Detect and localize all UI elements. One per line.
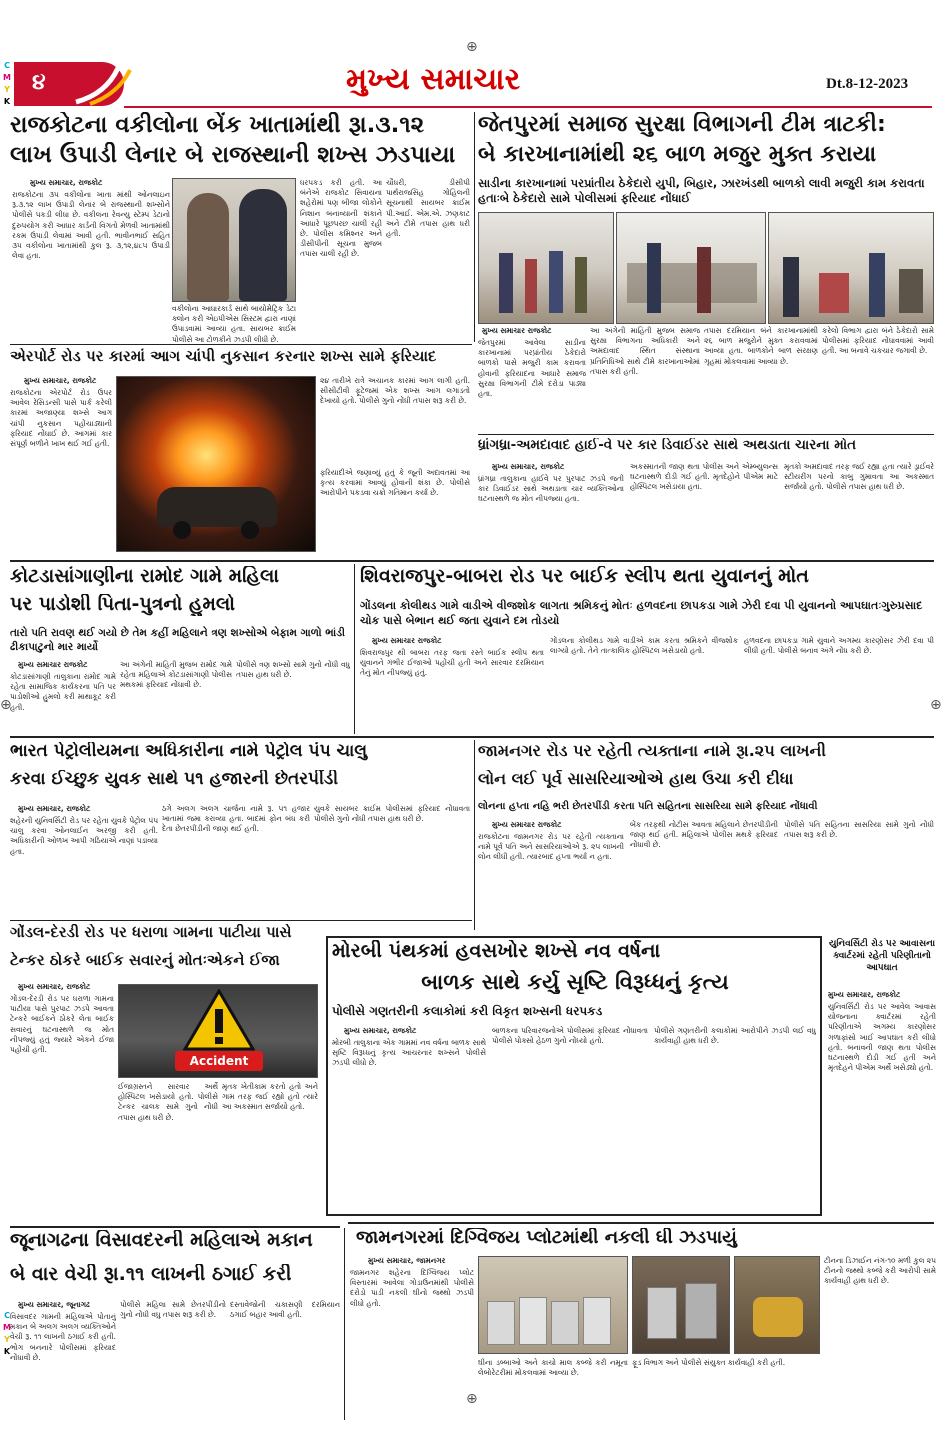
header-rule — [124, 106, 932, 108]
headline-line-1: જૂનાગઢના વિસાવદરની મહિલાએ મકાન — [10, 1230, 313, 1251]
byline: મુખ્ય સમાચાર, રાજકોટ — [492, 462, 565, 471]
story-column: આ અંગેની માહિતી મુજબ રામોદ ગામે રહેતા મહિલાએ કોટડાસાંગાણી પોલીસ મથકમાં ફરિયાદ નોંધાવી છે. — [120, 660, 232, 690]
story-rule — [348, 1222, 934, 1224]
byline: મુખ્ય સમાચાર, રાજકોટ — [18, 804, 91, 813]
headline-line-2: કરવા ઈચ્છુક યુવક સાથે ૫૧ હજારની છેતરપીંડી — [10, 770, 339, 789]
column-divider — [474, 740, 475, 930]
story-column: અકસ્માતની જાણ થતા પોલીસ અને એમ્બ્યુલન્સ ઘટનાસ્થળે દોડી ગઈ હતી. મૃતદેહોને પીએમ માટે હોસ્પિટલ ખસેડાયા હતા. — [630, 462, 778, 492]
story-column: પોલીસે મહિલા સામે છેતરપીંડીનો ગુનો નોંધી વધુ તપાસ શરૂ કરી છે. — [120, 1300, 226, 1320]
byline: મુખ્ય સમાચાર રાજકોટ — [482, 326, 552, 335]
section-title: મુખ્ય સમાચાર — [346, 62, 521, 97]
story-column: પોલીસે ગણતરીની કલાકોમાં આરોપીને ઝડપી લઈ વધુ કાર્યવાહી હાથ ધરી છે. — [654, 1026, 816, 1046]
story-column: યુવકે સાયબર ક્રાઈમ પોલીસમાં ફરિયાદ નોંધાવતા પોલીસે ગુનો નોંધી તપાસ હાથ ધરી છે. — [314, 804, 470, 824]
swoosh-logo — [66, 64, 136, 106]
ghee-storage-photo — [632, 1256, 730, 1354]
byline: મુખ્ય સમાચાર રાજકોટ — [18, 660, 88, 669]
reg-mark-c: C — [4, 61, 10, 70]
story-column: તપાસ દરમિયાન બંને કારખાનામાંથી ૨૬ બાળ મજુરોને મુક્ત કરાવવામાં આવ્યા હતા. બાળકોને બાળ સંરક્ષણ ગૃહમાં મોકલવામાં આવ્યા છે. — [704, 326, 818, 366]
story-column: રાજકોટના ૩૫ વકીલોના ખાતા માંથી ઓનલાઇન રૂ.૩.૧૨ લાખ ઉપાડી લેનાર બે રાજસ્થાની શખ્સોને પોલીસે પકડી લીધા છે. વકીલના રેવન્યુ સ્ટેમ્પ ડેટાનો દુરુપયોગ કરી આધાર કાર્ડની વિગતો મેળવી ખાતામાંથી રકમ ઉપાડી લેવામાં આવી હતી. ભાવીનભાઈ સહિત ૩૫ વકીલોના ખાતામાંથી કુલ રૂ. ૩,૧૨,૪૮૫ ઉપાડી લેવા હતા. — [12, 190, 170, 261]
story-column: મૃતકો અમદાવાદ તરફ જઈ રહ્યા હતા ત્યારે ડ્રાઈવરે સ્ટીયરીંગ પરનો કાબુ ગુમાવતા આ અકસ્માત સર્જાયો હતો. પોલીસે તપાસ હાથ ધરી છે. — [784, 462, 934, 492]
subheadline: લોનના હપ્તા નહિ ભરી છેતરપીંડી કરતા પતિ સહિતના સાસરિયા સામે ફરિયાદ નોંધાવી — [478, 801, 818, 812]
story-column: વકીલોના આધારકાર્ડ સાથે બાયોમેટ્રિક ડેટા ક્લોન કરી એઇપીએસ સિસ્ટમ દ્વારા નાણાં ઉપાડવામાં આવ્યા હતા. સાયબર ક્રાઈમ પોલીસે આ ટોળકીને ઝડપી લીધી છે. — [172, 304, 296, 344]
headline-line-1: જામનગર રોડ પર રહેતી ત્યક્તાના નામે રૂા.૨૫ લાખની — [478, 742, 826, 760]
story-column: ધરપકડ કરી હતી. આ બંનેએ રાજકોટ સિવાયના શહેરોમાં પણ બીજા લોકોને નિશાન બનાવ્યાની શંકાને આધારે પૂછપરછ ચાલી રહી છે. પોલીસ કમિશ્નર અને ડીસીપીની સૂચના મુજબ તપાસ ચાલી રહી છે. — [300, 178, 382, 259]
story-column: દસ્તાવેજોની ચકાસણી દરમિયાન ઠગાઈ બહાર આવી હતી. — [230, 1300, 340, 1320]
story-column: ગોંડલના કોલીથડ ગામે વાડીએ કામ કરતા શ્રમિકને વીજશોક લાગ્યો હતો. તેને તાત્કાલિક હોસ્પિટલ ખસેડાયો હતો. — [550, 636, 738, 656]
headline-line-2: પર પાડોશી પિતા-પુત્રનો હુમલો — [10, 594, 235, 615]
headline: યુનિવર્સિટી રોડ પર આવાસના ક્વાર્ટરમાં રહેતી પરિણીતાનો આપઘાત — [828, 939, 936, 973]
suspects-photo — [172, 178, 296, 302]
story-column: ફૂડ વિભાગ અને પોલીસે સંયુક્ત કાર્યવાહી કરી હતી. — [632, 1358, 786, 1367]
byline: મુખ્ય સમાચાર, રાજકોટ — [18, 982, 91, 991]
story-column: કોટડાસાંગાણી તાલુકાના રામોદ ગામે રહેતા સામાજિક કાર્યકરના પતિ પર પાડોશીઓ હુમલો કરી માથાકૂટ કરી હતી. — [10, 672, 116, 712]
byline: મુખ્ય સમાચાર, રાજકોટ — [828, 990, 901, 999]
headline-line-2: ટેન્કર ઠોકરે બાઈક સવારનું મોતઃએકને ઈજા — [10, 952, 280, 969]
car-fire-photo — [116, 376, 316, 552]
crop-mark-left: ⊕ — [0, 697, 12, 713]
headline-line-1: ગોંડલ-દેરડી રોડ પર ધરાળા ગામના પાટીયા પાસે — [10, 924, 292, 941]
column-divider — [344, 1228, 345, 1420]
story-column: હળવદના છાપકડા ગામે યુવાને અગમ્ય કારણોસર ઝેરી દવા પી લીધી હતી. પોલીસે બનાવ અંગે નોંધ કરી છે. — [744, 636, 934, 656]
story-column: પોલીસે ત્રણ શખ્સો સામે ગુનો નોંધી વધુ તપાસ હાથ ધરી છે. — [236, 660, 350, 680]
reg-mark-m: M — [3, 73, 11, 82]
reg-mark-k-bottom: K — [3, 1347, 11, 1356]
story-column: ગોંડલ-દેરડી રોડ પર ધરાળા ગામના પાટીયા પાસે પુરપાટ ઝડપે આવતા ટેન્કરે બાઈકને ઠોકરે લેતા બાઈક સવારનું ઘટનાસ્થળે જ મોત નીપજ્યું હતું જ્યારે એકને ઈજા પહોંચી હતી. — [10, 994, 114, 1055]
story-rule — [478, 434, 934, 435]
byline: મુખ્ય સમાચાર રાજકોટ — [492, 820, 562, 829]
raid-photo-1 — [478, 212, 614, 324]
story-column: કરેલો વિભાગ દ્વારા બંને ઠેકેદારો સામે પોલીસમાં ફરિયાદ નોંધાવવામાં આવી હતી. આ બનાવે ચકચાર જગાવી છે. — [822, 326, 934, 356]
accident-graphic — [118, 984, 318, 1078]
story-column: ટીનના ડિઝાઈન નંગ-૧૦ મળી કુલ ૨૫ ટીનનો જથ્થો કબ્જે કરી આરોપી સામે કાર્યવાહી હાથ ધરી છે. — [824, 1256, 936, 1286]
suspect-1 — [187, 193, 229, 301]
story-column: ઘીના ડબ્બાઓ અને કાચો માલ કબ્જે કરી નમૂના લેબોરેટરીમાં મોકલવામાં આવ્યા છે. — [478, 1358, 628, 1378]
crop-mark-top: ⊕ — [466, 39, 478, 55]
story-column: જેતપુરમાં આવેલા સાડીના કારખાનામાં પરપ્રાંતીય ઠેકેદારો બાળકો પાસે મજુરી કામ કરાવતા હોવાની ફરિયાદના આધારે સમાજ સુરક્ષા વિભાગની ટીમે દરોડા પાડ્યા હતા. — [478, 338, 586, 399]
subheadline: તારો પતિ રાવણ થઈ ગયો છે તેમ કહીં મહિલાને ત્રણ શખ્સોએ બેફામ ગાળો ભાંડી ઢીકાપાટુનો માર માર્યો — [10, 627, 345, 653]
reg-mark-c-bottom: C — [4, 1311, 10, 1320]
story-column: વિસાવદર ગામની મહિલાએ પોતાનું મકાન બે અલગ અલગ વ્યક્તિઓને વેચી રૂ. ૧૧ લાખની ઠગાઈ કરી હતી. ભોગ બનનારે પોલીસમાં ફરિયાદ નોંધાવી છે. — [10, 1312, 116, 1362]
story-column: શિવરાજપુર થી બાબરા તરફ જતા રસ્તે બાઈક સ્લીપ થતા યુવાનને ગંભીર ઈજાઓ પહોંચી હતી અને સારવાર દરમિયાન તેનું મોત નીપજ્યું હતું. — [360, 648, 544, 678]
reg-mark-y-bottom: Y — [4, 1335, 10, 1344]
story-column: ઠગે અલગ અલગ ચાર્જના નામે રૂ. ૫૧ હજાર ખાતામાં જમા કરાવ્યા હતા. બાદમાં ફોન બંધ કરી દેતા છેતરપીંડીની જાણ થઈ હતી. — [162, 804, 310, 834]
headline: ધ્રાંગધ્રા-અમદાવાદ હાઈ-વે પર કાર ડિવાઈડર સાથે અથડાતા ચારના મોત — [478, 438, 857, 453]
subheadline: પોલીસે ગણતરીની કલાકોમાં કરી વિકૃત શખ્સની ધરપકડ — [332, 1004, 603, 1018]
reg-mark-y: Y — [4, 85, 10, 94]
headline-line-2: બે વાર વેચી રૂા.૧૧ લાખની ઠગાઈ કરી — [10, 1264, 292, 1285]
story-column: મોરબી તાલુકાના એક ગામમાં નવ વર્ષના બાળક સાથે સૃષ્ટિ વિરૂધ્ધનું કૃત્ય આચરનાર શખ્સને પોલીસે ઝડપી લીધો છે. — [332, 1038, 486, 1068]
byline: મુખ્ય સમાચાર, જામનગર — [368, 1256, 446, 1265]
story-column: મૃતક ખેતીકામ કરતો હતો અને ગામ તરફ જઈ રહ્યો હતો ત્યારે આ અકસ્માત સર્જાયો હતો. — [222, 1082, 318, 1112]
headline-line-1: ભારત પેટ્રોલીયમના અધિકારીના નામે પેટ્રોલ પંપ ચાલુ — [10, 742, 368, 761]
story-rule — [10, 560, 934, 562]
story-column: ફરિયાદીએ જણાવ્યું હતું કે જૂની અદાવતમાં આ કૃત્ય કરવામાં આવ્યું હોવાની શંકા છે. પોલીસે આરોપીને પકડવા ચક્રો ગતિમાન કર્યા છે. — [320, 468, 470, 498]
headline: જામનગરમાં દિગ્વિજય પ્લોટમાંથી નકલી ઘી ઝડપાયું — [356, 1228, 737, 1248]
raid-photo-2 — [616, 212, 766, 324]
story-column: ધ્રાંગધ્રા તાલુકાના હાઈવે પર પુરપાટ ઝડપે જતી કાર ડિવાઈડર સાથે અથડાતા ચાર વ્યક્તિઓના ઘટનાસ્થળે જ મોત નીપજ્યા હતા. — [478, 474, 624, 504]
byline: મુખ્ય સમાચાર, રાજકોટ — [344, 1026, 417, 1035]
story-column: જામનગર શહેરના દિગ્વિજય પ્લોટ વિસ્તારમાં આવેલા ગોડાઉનમાંથી પોલીસે દરોડો પાડી નકલી ઘીનો જથ્થો ઝડપી લીધો હતો. — [350, 1268, 474, 1308]
story-rule — [10, 920, 472, 921]
crop-mark-right: ⊕ — [930, 697, 942, 713]
headline-line-1: કોટડાસાંગાણીના રામોદ ગામે મહિલા — [10, 566, 279, 587]
subheadline: સાડીના કારખાનામાં પરપ્રાંતીય ઠેકેદારો યુપી, બિહાર, ઝારખંડથી બાળકો લાવી મજુરી કામ કરાવતા હતાઃબે ઠેકેદારો સામે પોલીસમાં ફરિયાદ નોંધાઈ — [478, 176, 925, 205]
story-column: શહેરની યુનિવર્સિટી રોડ પર રહેતા યુવકે પેટ્રોલ પંપ ચાલુ કરવા ઓનલાઈન અરજી કરી હતી. અધિકારીની ઓળખ આપી ગઠિયાએ નાણાં પડાવ્યા હતા. — [10, 816, 158, 856]
crop-mark-bottom: ⊕ — [466, 1391, 478, 1407]
burning-car — [157, 487, 277, 527]
headline-line-1: રાજકોટના વકીલોના બેંક ખાતામાંથી રૂા.૩.૧૨ — [10, 112, 425, 138]
ghee-container-photo — [734, 1256, 820, 1354]
headline-line-2: લાખ ઉપાડી લેનાર બે રાજસ્થાની શખ્સ ઝડપાયા — [10, 142, 456, 168]
page-date: Dt.8-12-2023 — [826, 76, 909, 92]
byline: મુખ્ય સમાચાર રાજકોટ — [372, 636, 442, 645]
headline: શિવરાજપુર-બાબરા રોડ પર બાઈક સ્લીપ થતા યુવાનનું મોત — [360, 566, 809, 587]
story-column: રાજકોટના એરપોર્ટ રોડ ઉપર આવેલ રેસિડન્સી પાસે પાર્ક કરેલી કારમાં અજાણ્યા શખ્સે આગ ચાંપી નુકસાન પહોંચાડ્યાની ફરિયાદ નોંધાઈ છે. આગમાં કાર સંપૂર્ણ બળીને ખાખ થઈ ગઈ હતી. — [10, 388, 112, 449]
headline-line-1: મોરબી પંથકમાં હવસખોર શખ્સે નવ વર્ષના — [332, 940, 661, 962]
story-column: બેંક તરફથી નોટીસ આવતા મહિલાને છેતરપીંડીની જાણ થઈ હતી. મહિલાએ પોલીસ મથકે ફરિયાદ નોંધાવી છે. — [630, 820, 778, 850]
page-number: ૪ — [32, 70, 46, 95]
headline-line-1: જેતપુરમાં સમાજ સુરક્ષા વિભાગની ટીમ ત્રાટકી: — [478, 112, 886, 137]
story-rule — [10, 344, 472, 345]
suspect-2 — [239, 189, 287, 301]
reg-mark-k: K — [3, 97, 11, 106]
column-divider — [354, 564, 355, 734]
story-rule — [10, 736, 934, 738]
story-column: યુનિવર્સિટી રોડ પર આવેલ આવાસ યોજનાના ક્વાર્ટરમાં રહેતી પરિણીતાએ અગમ્ય કારણોસર ગળાફાંસો ખાઈ આપઘાત કરી લીધો હતો. બનાવની જાણ થતા પોલીસ ઘટનાસ્થળે દોડી ગઈ હતી અને મૃતદેહને પીએમ અર્થે ખસેડ્યો હતો. — [828, 1002, 936, 1073]
story-column: ઈજાગ્રસ્તને સારવાર અર્થે હોસ્પિટલ ખસેડાયો હતો. પોલીસે ટેન્કર ચાલક સામે ગુનો નોંધી તપાસ હાથ ધરી છે. — [118, 1082, 218, 1122]
warning-triangle-icon — [183, 989, 255, 1051]
byline: મુખ્ય સમાચાર, રાજકોટ — [24, 376, 97, 385]
story-column: પોલીસે પતિ સહિતના સાસરિયા સામે ગુનો નોંધી તપાસ શરૂ કરી છે. — [784, 820, 934, 840]
fake-ghee-tins-photo — [478, 1256, 628, 1354]
story-column: ૨૪ તારીખે રાત્રે અચાનક કારમાં આગ લાગી હતી. સીસીટીવી ફૂટેજમાં એક શખ્સ આગ લગાડતો દેખાયો હતો. પોલીસે ગુનો નોંધી તપાસ શરૂ કરી છે. — [320, 376, 470, 406]
byline: મુખ્ય સમાચાર, જૂનાગઢ — [18, 1300, 90, 1309]
story-column: આ અંગેની માહિતી મુજબ સમાજ સુરક્ષા વિભાગના અધિકારી અને અમદાવાદ સ્થિત સંસ્થાના પ્રતિનિધિઓ સાથે ટીમે કારખાનાઓમાં તપાસ કરી હતી. — [590, 326, 700, 376]
subheadline: ગોંડલના કોલીથડ ગામે વાડીએ વીજશોક લાગતા શ્રમિકનું મોતઃ હળવદના છાપકડા ગામે ઝેરી દવા પી યુવાનનો આપઘાતઃગુરુપ્રસાદ ચોક પાસે બેભાન થઈ જતા યુવાને દમ તોડયો — [360, 599, 923, 627]
story-rule — [10, 1226, 340, 1228]
story-column: બાળકના પરિવારજનોએ પોલીસમાં ફરિયાદ નોંધાવતા પોલીસે પોક્સો હેઠળ ગુનો નોંધ્યો હતો. — [492, 1026, 648, 1046]
headline-line-2: બે કારખાનામાંથી ૨૬ બાળ મજુર મુક્ત કરાયા — [478, 142, 877, 167]
byline: મુખ્ય સમાચાર, રાજકોટ — [30, 178, 103, 187]
accident-label: Accident — [175, 1051, 263, 1071]
headline-line-2: બાળક સાથે કર્યુ સૃષ્ટિ વિરૂધ્ધનું કૃત્ય — [421, 970, 729, 994]
headline: એરપોર્ટ રોડ પર કારમાં આગ ચાંપી નુકસાન કરનાર શખ્સ સામે ફરિયાદ — [10, 348, 437, 365]
page-header — [14, 62, 932, 108]
raid-photo-3 — [768, 212, 934, 324]
story-column: રાજકોટના જામનગર રોડ પર રહેતી ત્યક્તાના નામે પૂર્વ પતિ અને સાસરિયાઓએ રૂ. ૨૫ લાખની લોન લીધી હતી. ત્યારબાદ હપ્તા ભર્યા ન હતા. — [478, 832, 624, 862]
headline-line-2: લોન લઈ પૂર્વ સાસરિયાઓએ હાથ ઉંચા કરી દીધા — [478, 770, 794, 788]
reg-mark-m-bottom: M — [3, 1323, 11, 1332]
story-column: ચૌધરી, ડીસીપી પાર્થરાજસિંહ ગોહિલની સૂચનાથી સાયબર ક્રાઈમ પી.આઈ. એમ.એ. ઝણકાટ અને ટીમે તપાસ હાથ ધરી હતી. — [386, 178, 470, 239]
column-divider — [474, 112, 475, 342]
